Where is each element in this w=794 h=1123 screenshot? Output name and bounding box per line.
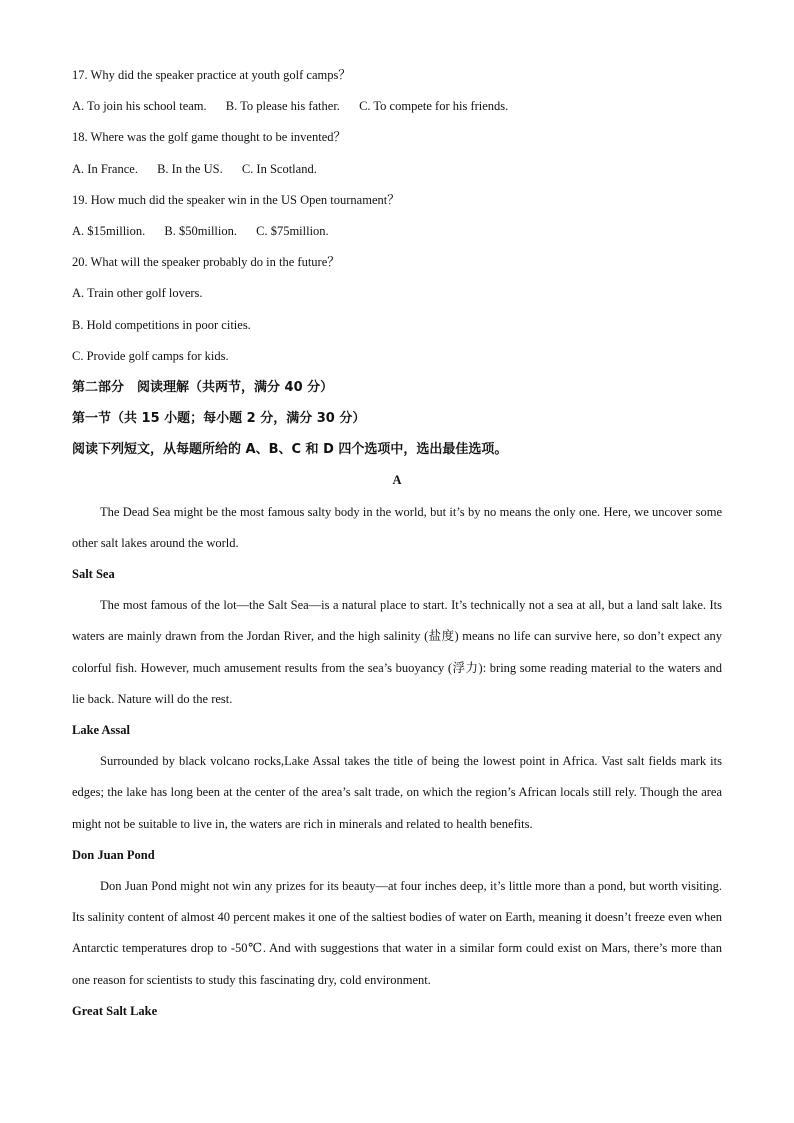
option-a: A. To join his school team. [72,99,207,114]
part-heading: 第二部分 阅读理解（共两节，满分 40 分） [72,379,334,395]
question-options [72,154,722,185]
option-a: A. $15million. [72,223,146,238]
question-options [72,91,722,122]
option-b: B. To please his father. [225,99,340,114]
question-stem: 20. What will the speaker probably do in the future？ [72,255,340,270]
option-b: B. In the US. [157,161,223,176]
option-c: C. Provide golf camps for kids. [72,348,229,363]
section-title-great-salt-lake: Great Salt Lake [72,1003,158,1018]
option-c: C. In Scotland. [241,161,317,176]
option-c: C. To compete for his friends. [359,99,509,114]
option-b: B. $50million. [164,223,237,238]
passage-label: A [392,473,402,488]
exam-page [72,60,722,1027]
section-text-lake-assal: Surrounded by black volcano rocks,Lake Assal takes the title of being the lowest point in Africa. Vast salt fields mark its edges; the lake has long been at the center of the area’s salt trade, on which the region’s African locals still rely. Though the area might not be suitable to live in, the waters are rich in minerals and related to health benefits. [72,754,722,831]
option-a: A. In France. [72,161,138,176]
section-title-salt-sea: Salt Sea [72,567,115,582]
instruction-text: 阅读下列短文，从每题所给的 A、B、C 和 D 四个选项中，选出最佳选项。 [72,442,508,458]
section-text-don-juan-pond: Don Juan Pond might not win any prizes for its beauty—at four inches deep, it’s little more than a pond, but worth visiting. Its salinity content of almost 40 percent makes it one of the saltiest bodies of water on Earth, meaning it doesn’t freeze even when Antarctic temperatures drop to -50℃. And with suggestions that water in a similar form could exist on Mars, there’s more than one reason for scientists to study this fascinating dry, cold environment. [72,879,722,987]
question-stem: 18. Where was the golf game thought to be invented？ [72,130,347,145]
passage-intro: The Dead Sea might be the most famous salty body in the world, but it’s by no means the only one. Here, we uncover some other salt lakes around the world. [72,504,722,550]
option-b: B. Hold competitions in poor cities. [72,317,251,332]
section-title-lake-assal: Lake Assal [72,723,131,738]
section-text-salt-sea: The most famous of the lot—the Salt Sea—is a natural place to start. It’s technically not a sea at all, but a land salt lake. Its waters are mainly drawn from the Jordan River, and the high salinity (盐度) means no life can survive here, so don’t expect any colorful fish. However, much amusement results from the sea’s buoyancy (浮力): bring some reading material to the waters and lie back. Nature will do the rest. [72,598,722,706]
question-options [72,216,722,247]
question-stem: 17. Why did the speaker practice at youth golf camps？ [72,68,351,82]
section-title-don-juan-pond: Don Juan Pond [72,847,155,862]
option-a: A. Train other golf lovers. [72,286,203,301]
subsection-heading: 第一节（共 15 小题；每小题 2 分，满分 30 分） [72,411,366,427]
option-c: C. $75million. [256,223,329,238]
question-stem: 19. How much did the speaker win in the US Open tournament？ [72,192,400,207]
